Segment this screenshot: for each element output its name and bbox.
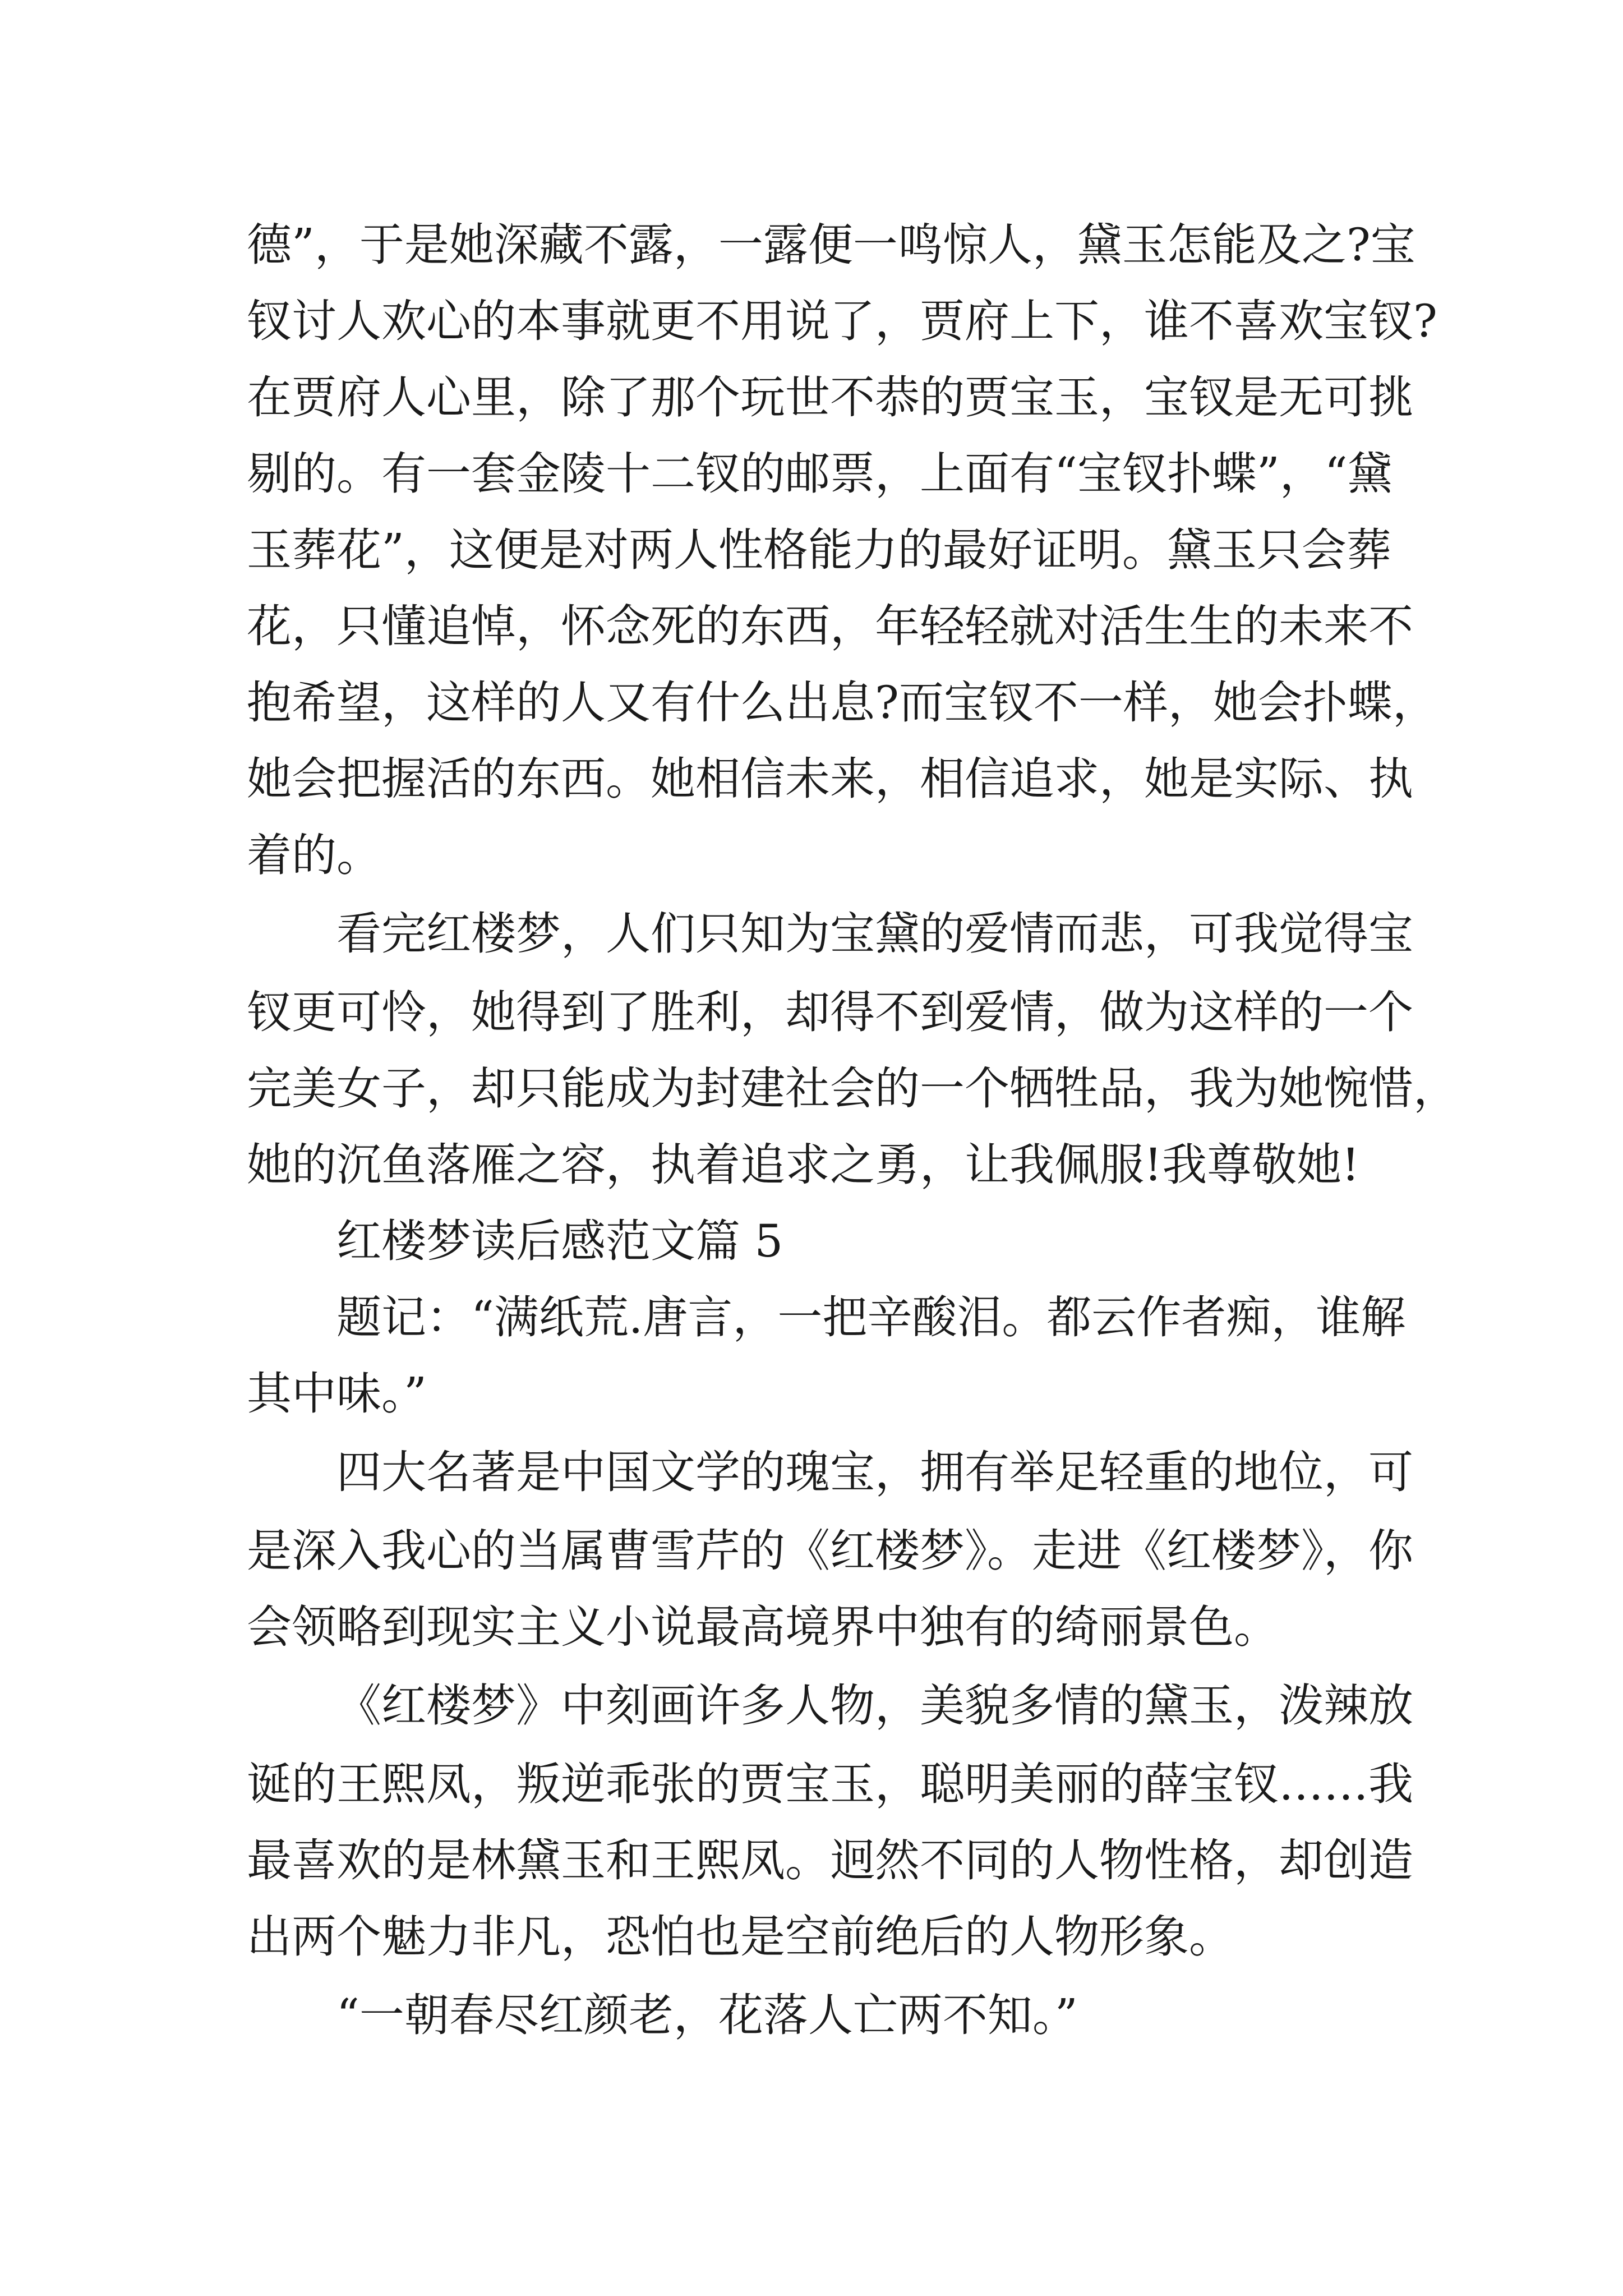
text-line bbox=[0, 1433, 1623, 1512]
line-text: 是深入我心的当属曹雪芹的《红楼梦》。走进《红楼梦》，你 bbox=[247, 1525, 1413, 1577]
line-text: 完美女子，却只能成为封建社会的一个牺牲品，我为她惋惜， bbox=[247, 1062, 1458, 1115]
text-line bbox=[0, 511, 1623, 590]
line-text: 她的沉鱼落雁之容，执着追求之勇，让我佩服!我尊敬她! bbox=[247, 1139, 1360, 1191]
text-line bbox=[0, 1898, 1623, 1976]
line-text: 钗更可怜，她得到了胜利，却得不到爱情，做为这样的一个 bbox=[247, 986, 1413, 1038]
line-text: 在贾府人心里，除了那个玩世不恭的贾宝玉，宝钗是无可挑 bbox=[247, 371, 1413, 424]
line-text: 其中味。” bbox=[247, 1368, 427, 1420]
text-line bbox=[0, 1667, 1623, 1745]
line-text: 《红楼梦》中刻画许多人物，美貌多情的黛玉，泼辣放 bbox=[336, 1680, 1413, 1732]
section-heading bbox=[0, 1202, 1623, 1281]
line-text: 玉葬花”，这便是对两人性格能力的最好证明。黛玉只会葬 bbox=[247, 524, 1391, 576]
line-text: 看完红楼梦，人们只知为宝黛的爱情而悲，可我觉得宝 bbox=[336, 908, 1413, 960]
line-text: 四大名著是中国文学的瑰宝，拥有举足轻重的地位，可 bbox=[336, 1446, 1413, 1498]
text-line bbox=[0, 206, 1623, 284]
text-line bbox=[0, 1588, 1623, 1667]
line-text: 抱希望，这样的人又有什么出息?而宝钗不一样，她会扑蝶， bbox=[247, 677, 1437, 729]
line-text: 她会把握活的东西。她相信未来，相信追求，她是实际、执 bbox=[247, 753, 1413, 805]
text-line bbox=[0, 435, 1623, 513]
line-text: 诞的王熙凤，叛逆乖张的贾宝玉，聪明美丽的薛宝钗……我 bbox=[247, 1758, 1413, 1810]
text-line bbox=[0, 1355, 1623, 1433]
line-text: 德”，于是她深藏不露，一露便一鸣惊人，黛玉怎能及之?宝 bbox=[247, 219, 1415, 271]
text-line bbox=[0, 895, 1623, 973]
text-line bbox=[0, 587, 1623, 666]
line-text: 剔的。有一套金陵十二钗的邮票，上面有“宝钗扑蝶”，“黛 bbox=[247, 448, 1393, 500]
text-line bbox=[0, 816, 1623, 895]
text-line bbox=[0, 1278, 1623, 1357]
text-line bbox=[0, 973, 1623, 1052]
text-line bbox=[0, 1821, 1623, 1900]
line-text: 出两个魅力非凡，恐怕也是空前绝后的人物形象。 bbox=[247, 1911, 1234, 1963]
line-text: 题记：“满纸荒.唐言，一把辛酸泪。都云作者痴，谁解 bbox=[336, 1291, 1406, 1343]
text-line bbox=[0, 664, 1623, 742]
line-text: 花，只懂追悼，怀念死的东西，年轻轻就对活生生的未来不 bbox=[247, 600, 1413, 652]
line-text: 钗讨人欢心的本事就更不用说了，贾府上下，谁不喜欢宝钗? bbox=[247, 295, 1437, 347]
text-line bbox=[0, 282, 1623, 361]
text-line bbox=[0, 1745, 1623, 1824]
text-line bbox=[0, 740, 1623, 818]
text-line bbox=[0, 1126, 1623, 1204]
text-line bbox=[0, 1512, 1623, 1590]
line-text: “一朝春尽红颜老，花落人亡两不知。” bbox=[336, 1989, 1078, 2041]
text-line bbox=[0, 1050, 1623, 1128]
line-text: 红楼梦读后感范文篇 5 bbox=[336, 1215, 783, 1267]
text-line bbox=[0, 1976, 1623, 2055]
line-text: 着的。 bbox=[247, 829, 381, 881]
text-line bbox=[0, 358, 1623, 437]
line-text: 会领略到现实主义小说最高境界中独有的绮丽景色。 bbox=[247, 1601, 1279, 1653]
line-text: 最喜欢的是林黛玉和王熙凤。迥然不同的人物性格，却创造 bbox=[247, 1834, 1413, 1887]
